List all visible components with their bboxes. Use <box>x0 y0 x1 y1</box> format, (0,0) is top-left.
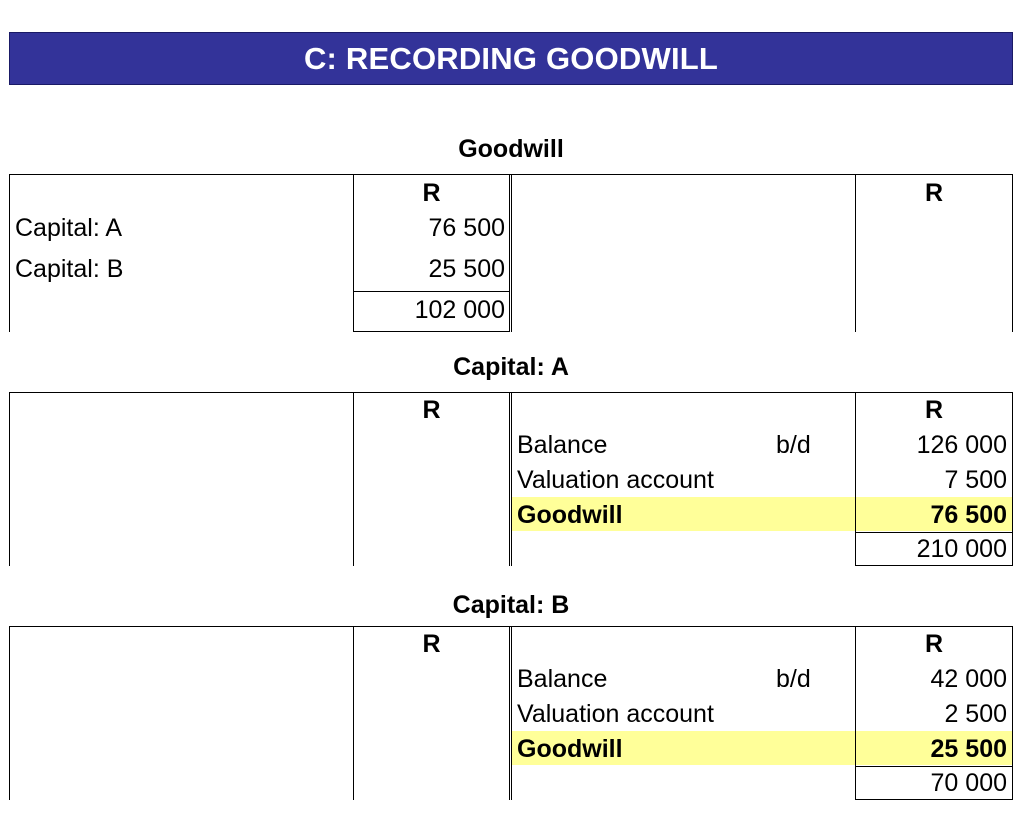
t-account-goodwill <box>9 174 1013 332</box>
debit-entry-amount: 25 500 <box>428 255 505 283</box>
credit-entry-amount: 126 000 <box>916 431 1007 459</box>
debit-currency-header: R <box>422 630 441 658</box>
t-account-left-edge <box>9 392 10 566</box>
account-title-capital-b: Capital: B <box>452 591 570 619</box>
debit-entry-desc: Capital: B <box>15 255 124 283</box>
t-account-capital-a <box>9 392 1013 566</box>
credit-entry-desc: Valuation account <box>517 700 714 728</box>
debit-entry-amount: 76 500 <box>428 214 505 242</box>
credit-entry-amount: 42 000 <box>930 665 1007 693</box>
t-account-capital-b <box>9 626 1013 800</box>
t-account-center-line <box>509 392 512 566</box>
credit-total: 70 000 <box>930 769 1007 797</box>
account-title-capital-a: Capital: A <box>453 353 569 381</box>
credit-entry-desc: Balance <box>517 431 608 459</box>
account-title-goodwill: Goodwill <box>458 135 564 163</box>
credit-entry-ref: b/d <box>776 431 811 459</box>
credit-entry-amount: 2 500 <box>944 700 1007 728</box>
t-account-left-edge <box>9 626 10 800</box>
t-account-center-line <box>509 626 512 800</box>
credit-entry-desc: Valuation account <box>517 466 714 494</box>
title-banner <box>9 32 1013 85</box>
credit-entry-amount: 7 500 <box>944 466 1007 494</box>
credit-entry-desc-goodwill: Goodwill <box>517 735 623 763</box>
credit-currency-header: R <box>924 179 944 207</box>
credit-currency-header: R <box>924 630 944 658</box>
credit-total: 210 000 <box>916 535 1007 563</box>
credit-entry-ref: b/d <box>776 665 811 693</box>
debit-total: 102 000 <box>414 296 505 324</box>
debit-entry-desc: Capital: A <box>15 214 123 242</box>
credit-entry-amount-goodwill: 25 500 <box>930 735 1007 763</box>
credit-entry-desc-goodwill: Goodwill <box>517 501 623 529</box>
debit-currency-header: R <box>422 179 441 207</box>
debit-currency-header: R <box>422 396 441 424</box>
t-account-left-edge <box>9 174 10 332</box>
credit-entry-amount-goodwill: 76 500 <box>930 501 1007 529</box>
page-title: C: RECORDING GOODWILL <box>303 40 719 76</box>
t-account-right-edge <box>1012 174 1013 332</box>
credit-currency-header: R <box>924 396 944 424</box>
credit-entry-desc: Balance <box>517 665 608 693</box>
